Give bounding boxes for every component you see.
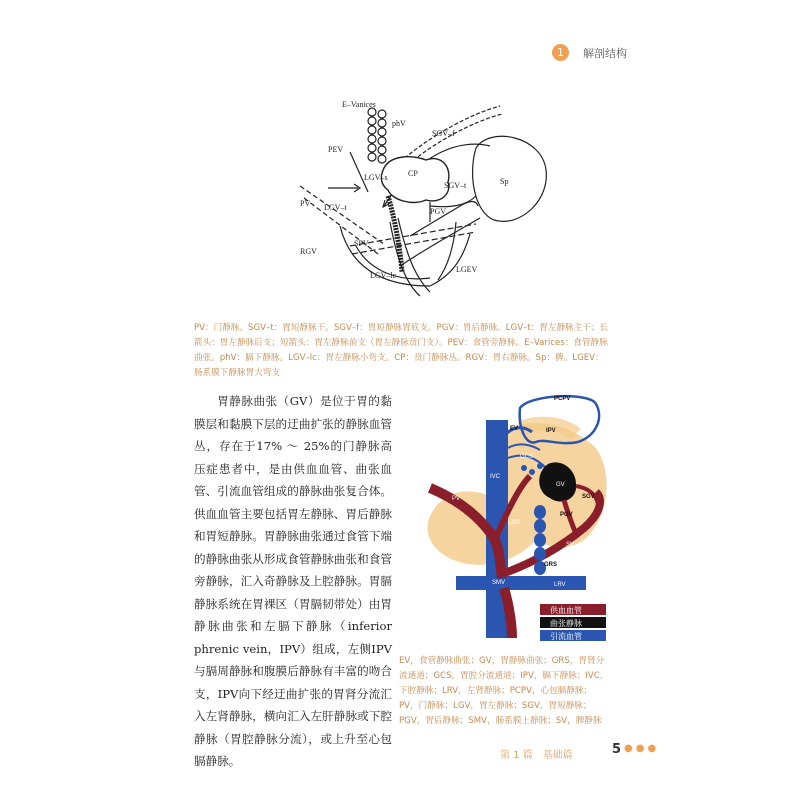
label-smv: SMV bbox=[492, 580, 506, 586]
footer-decoration-dots: ●●● bbox=[624, 743, 660, 754]
legend-label-varix: 曲张静脉 bbox=[550, 619, 582, 628]
lrv-vessel bbox=[456, 576, 586, 590]
label-sp: Sp bbox=[500, 177, 509, 186]
label-lgv-s: LGV–s bbox=[364, 173, 388, 182]
label-ev: EV bbox=[510, 426, 519, 432]
page-number: 5 bbox=[612, 742, 622, 757]
label-ipv: IPV bbox=[546, 428, 556, 434]
label-lgev: LGEV bbox=[456, 265, 478, 274]
figure2-collateral-schematic bbox=[400, 388, 610, 650]
legend-label-drain: 引流血管 bbox=[550, 632, 582, 641]
label-sgv: SGV bbox=[582, 494, 595, 500]
label-pv: PV bbox=[300, 199, 311, 208]
figure2-caption: EV，食管静脉曲张；GV，胃静脉曲张；GRS，胃肾分流通道；GCS，胃腔分流通道；IPV，膈下静脉；IVC，下腔静脉；LRV，左肾静脉；PCPV，心包膈静脉；PV，门静脉；LGV，胃左静脉；SGV，胃短静脉；PGV，胃后静脉；SMV，肠系膜上静脉；SV，脾静脉 bbox=[399, 656, 609, 726]
body-paragraph: 胃静脉曲张（GV）是位于胃的黏膜层和黏膜下层的迂曲扩张的静脉血管丛，存在于17% ～ 25%的门静脉高压症患者中，是由供血血管、曲张血管、引流血管组成的静脉曲张复合体。供血血管主要包括胃左静脉、胃后静脉和胃短静脉。胃静脉曲张通过食管下端的静脉曲张从形成食管静脉曲张和食管旁静脉，汇入奇静脉及上腔静脉。胃膈静脉系统在胃裸区（胃膈韧带处）由胃静脉曲张和左膈下静脉（inferior phrenic vein，IPV）组成，左侧IPV与膈周静脉和腹膜后静脉有丰富的吻合支，IPV向下经迂曲扩张的胃肾分流汇入左肾静脉，横向汇入左肝静脉或下腔静脉（胃腔静脉分流），或上升至心包膈静脉。 bbox=[194, 394, 392, 768]
spleen-outline bbox=[473, 136, 547, 221]
label-pgv: PGV bbox=[560, 512, 573, 518]
label-rgv: RGV bbox=[300, 247, 317, 256]
label-pev: PEV bbox=[328, 145, 344, 154]
label-spv: SPV bbox=[354, 239, 369, 248]
figure1-venous-diagram bbox=[280, 96, 550, 318]
label-sgv-f: SGV–f bbox=[432, 129, 455, 138]
label-lgv: LGV bbox=[508, 520, 521, 526]
label-cp: CP bbox=[408, 169, 418, 178]
esophageal-varices-chains bbox=[368, 108, 386, 163]
figure1-caption: PV：门静脉。SGV–t：胃短静脉干。SGV–f：胃短静脉胃底支。PGV：胃后静脉。LGV–t：胃左静脉主干；长箭头：胃左静脉后支；短箭头：胃左静脉前支（胃左静脉贲门支）。PEV：食管旁静脉。E–Varices：食管静脉曲张。phV：膈下静脉。LGV–lc：胃左静脉小弯支。CP：贲门静脉丛。RGV：胃右静脉。Sp：脾。LGEV：肠系膜下静脉胃大弯支 bbox=[194, 323, 609, 378]
footer-part-title: 第 1 篇 基础篇 bbox=[500, 750, 573, 761]
label-pgv: PGV bbox=[430, 207, 447, 216]
cardiac-plexus-blob bbox=[381, 157, 449, 203]
label-ivc: IVC bbox=[490, 474, 501, 480]
label-lgv-t: LGV–t bbox=[324, 203, 347, 212]
label-sgv-t: SGV–t bbox=[444, 181, 467, 190]
label-grs: GRS bbox=[544, 562, 558, 568]
label-gv: GV bbox=[556, 482, 565, 488]
label-sv: SV bbox=[566, 542, 575, 548]
label-e-varices: E–Vanices bbox=[342, 100, 376, 109]
legend-label-feeder: 供血血管 bbox=[550, 606, 582, 615]
label-phv: phV bbox=[392, 119, 406, 128]
chapter-title: 解剖结构 bbox=[583, 47, 627, 60]
label-pv: PV bbox=[452, 496, 461, 502]
label-gcs: GCS bbox=[520, 454, 534, 460]
label-lgv-lc: LGV–lc bbox=[370, 271, 397, 280]
label-pcpv: PCPV bbox=[554, 396, 571, 402]
label-lrv: LRV bbox=[554, 582, 566, 588]
chapter-number-badge: 1 bbox=[552, 44, 569, 61]
